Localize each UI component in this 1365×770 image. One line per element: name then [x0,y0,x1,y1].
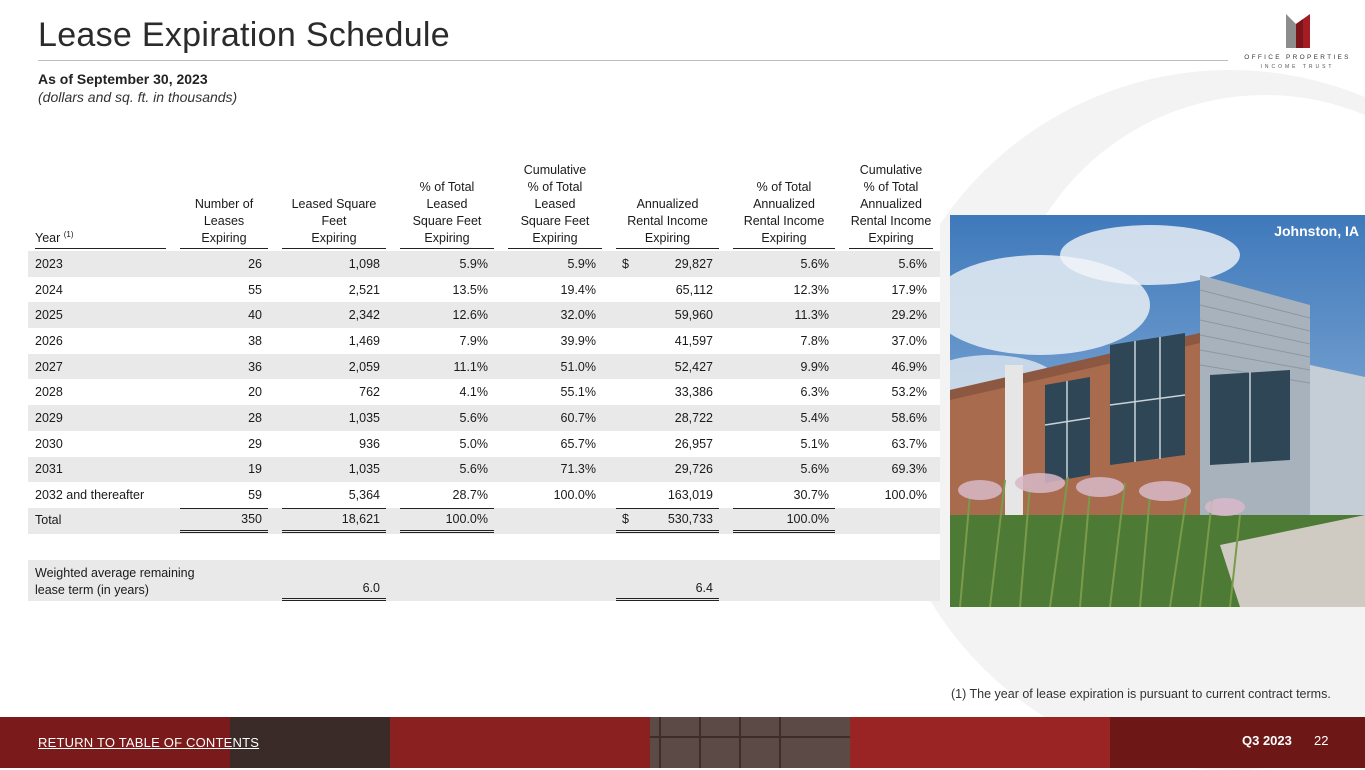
header-pct-rent: % of Total Annualized Rental Income Expiring [726,162,842,251]
header-year: Year $^{(1)}$ [28,162,173,251]
table-row: 2031 19 1,035 5.6% 71.3% 29,726 5.6% 69.3% [28,457,940,483]
table-row: 2027 36 2,059 11.1% 51.0% 52,427 9.9% 46.9% [28,354,940,380]
footnote: (1) The year of lease expiration is pursuant to current contract terms. [951,687,1331,701]
total-row: Total 350 18,621 100.0% $ 530,733 100.0% [28,508,940,534]
weighted-average-row: Weighted average remaining lease term (in years) 6.0 6.4 [28,560,940,601]
office-building-image [950,215,1365,607]
page-title: Lease Expiration Schedule [38,16,450,54]
table-row: 2023 26 1,098 5.9% 5.9% $ 29,827 5.6% 5.6% [28,251,940,277]
header-leases: Number of Leases Expiring [173,162,275,251]
header-rent: Annualized Rental Income Expiring [609,162,726,251]
table-row: 2030 29 936 5.0% 65.7% 26,957 5.1% 63.7% [28,431,940,457]
table-row: 2026 38 1,469 7.9% 39.9% 41,597 7.8% 37.0% [28,328,940,354]
header-cum-pct-sqft: Cumulative % of Total Leased Square Feet Expiring [501,162,609,251]
report-quarter: Q3 2023 [1242,733,1292,748]
return-to-toc-link[interactable]: RETURN TO TABLE OF CONTENTS [38,735,260,750]
lease-expiration-table [28,162,940,601]
units-note: (dollars and sq. ft. in thousands) [38,89,238,105]
header-sqft: Leased Square Feet Expiring [275,162,393,251]
company-logo [1240,12,1355,77]
photo-caption: Johnston, IA [1274,223,1359,239]
header-cum-pct-rent: Cumulative % of Total Annualized Rental Income Expiring [842,162,940,251]
table-row: 2029 28 1,035 5.6% 60.7% 28,722 5.4% 58.6% [28,405,940,431]
table-header-row [28,162,940,251]
table-row: 2024 55 2,521 13.5% 19.4% 65,112 12.3% 17.9% [28,277,940,303]
logo-text-line1: OFFICE PROPERTIES [1244,54,1351,61]
page-number: 22 [1314,733,1329,748]
spacer-row [28,534,940,560]
title-divider [38,60,1228,61]
property-photo [950,215,1365,607]
table-row: 2025 40 2,342 12.6% 32.0% 59,960 11.3% 29.2% [28,302,940,328]
header-pct-sqft: % of Total Leased Square Feet Expiring [393,162,501,251]
logo-text-line2: INCOME TRUST [1260,64,1335,70]
table-row: 2032 and thereafter 59 5,364 28.7% 100.0% 163,019 30.7% 100.0% [28,482,940,508]
logo-mark-icon [1283,12,1313,50]
as-of-date: As of September 30, 2023 [38,71,208,87]
table-row: 2028 20 762 4.1% 55.1% 33,386 6.3% 53.2% [28,379,940,405]
